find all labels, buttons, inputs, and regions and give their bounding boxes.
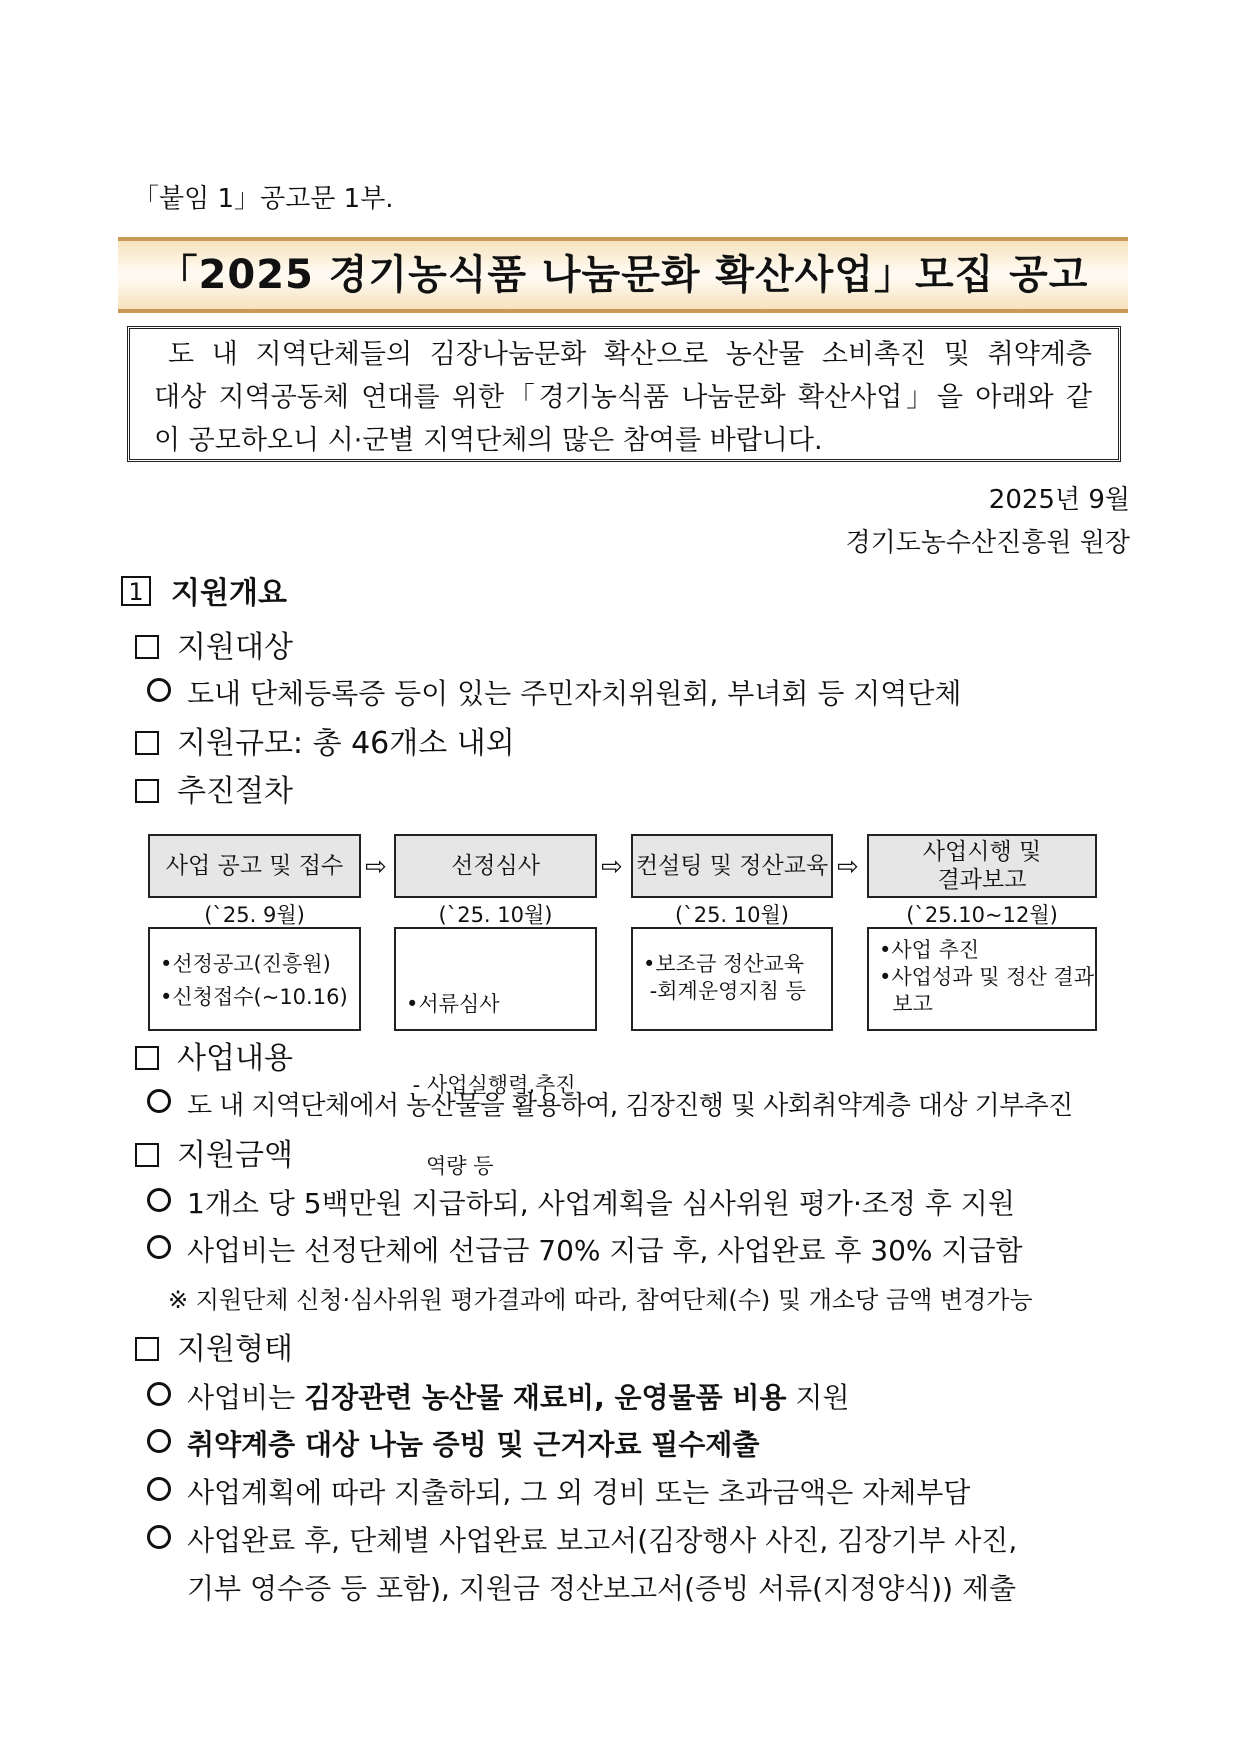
support-scale: 지원규모: 총 46개소 내외 bbox=[135, 718, 515, 762]
support-type-item-2: 취약계층 대상 나눔 증빙 및 근거자료 필수제출 bbox=[147, 1423, 759, 1463]
arrow-right-icon: ⇨ bbox=[365, 852, 387, 882]
intro-line-3: 이 공모하오니 시·군별 지역단체의 많은 참여를 바랍니다. bbox=[154, 425, 823, 456]
business-content-item: 도 내 지역단체에서 농산물을 활용하여, 김장진행 및 사회취약계층 대상 기부추진 bbox=[147, 1085, 1073, 1122]
business-content-heading: 사업내용 bbox=[135, 1033, 293, 1077]
page-title: 「2025 경기농식품 나눔문화 확산사업」모집 공고 bbox=[118, 237, 1128, 313]
attachment-label: 「붙임 1」공고문 1부. bbox=[133, 184, 394, 214]
process-detail-1: •선정공고(진흥원) •신청접수(~10.16) bbox=[148, 927, 361, 1031]
process-period-2: (`25. 10월) bbox=[438, 903, 553, 927]
circle-bullet-icon bbox=[147, 1089, 171, 1113]
square-bullet-icon bbox=[135, 779, 159, 803]
support-amount-heading: 지원금액 bbox=[135, 1130, 293, 1174]
support-amount-item-2: 사업비는 선정단체에 선급금 70% 지급 후, 사업완료 후 30% 지급함 bbox=[147, 1229, 1023, 1269]
process-step-4: 사업시행 및 결과보고 bbox=[867, 834, 1097, 898]
square-bullet-icon bbox=[135, 1337, 159, 1361]
circle-bullet-icon bbox=[147, 1429, 171, 1453]
procedure-heading: 추진절차 bbox=[135, 766, 293, 810]
section-number: 1 bbox=[121, 576, 151, 606]
process-detail-3: •보조금 정산교육 -회계운영지침 등 bbox=[631, 927, 833, 1031]
section-title: 지원개요 bbox=[171, 576, 287, 611]
circle-bullet-icon bbox=[147, 678, 171, 702]
intro-box bbox=[127, 326, 1121, 462]
circle-bullet-icon bbox=[147, 1235, 171, 1259]
support-type-item-3: 사업계획에 따라 지출하되, 그 외 경비 또는 초과금액은 자체부담 bbox=[147, 1471, 970, 1511]
circle-bullet-icon bbox=[147, 1382, 171, 1406]
process-detail-4: •사업 추진 •사업성과 및 정산 결과 보고 bbox=[867, 927, 1097, 1031]
circle-bullet-icon bbox=[147, 1525, 171, 1549]
process-period-1: (`25. 9월) bbox=[204, 903, 305, 927]
arrow-right-icon: ⇨ bbox=[837, 852, 859, 882]
support-target-heading: 지원대상 bbox=[135, 622, 293, 666]
process-period-4: (`25.10~12월) bbox=[906, 903, 1058, 927]
support-type-item-1: 사업비는 김장관련 농산물 재료비, 운영물품 비용 지원 bbox=[147, 1376, 850, 1416]
circle-bullet-icon bbox=[147, 1477, 171, 1501]
support-type-heading: 지원형태 bbox=[135, 1324, 293, 1368]
process-step-2: 선정심사 bbox=[394, 834, 597, 898]
organization: 경기도농수산진흥원 원장 bbox=[845, 528, 1130, 558]
square-bullet-icon bbox=[135, 1046, 159, 1070]
square-bullet-icon bbox=[135, 1143, 159, 1167]
support-target-item: 도내 단체등록증 등이 있는 주민자치위원회, 부녀회 등 지역단체 bbox=[147, 672, 961, 712]
support-amount-note: ※ 지원단체 신청·심사위원 평가결과에 따라, 참여단체(수) 및 개소당 금액 변경가능 bbox=[168, 1286, 1033, 1314]
issue-date: 2025년 9월 bbox=[988, 485, 1130, 515]
process-step-1: 사업 공고 및 접수 bbox=[148, 834, 361, 898]
square-bullet-icon bbox=[135, 635, 159, 659]
arrow-right-icon: ⇨ bbox=[601, 852, 623, 882]
process-step-3: 컨설팅 및 정산교육 bbox=[631, 834, 833, 898]
support-type-item-4-cont: 기부 영수증 등 포함), 지원금 정산보고서(증빙 서류(지정양식)) 제출 bbox=[187, 1572, 1017, 1605]
circle-bullet-icon bbox=[147, 1188, 171, 1212]
square-bullet-icon bbox=[135, 731, 159, 755]
intro-line-1: 도 내 지역단체들의 김장나눔문화 확산으로 농산물 소비촉진 및 취약계층 bbox=[168, 339, 1092, 370]
support-amount-item-1: 1개소 당 5백만원 지급하되, 사업계획을 심사위원 평가·조정 후 지원 bbox=[147, 1182, 1015, 1222]
intro-line-2: 대상 지역공동체 연대를 위한「경기농식품 나눔문화 확산사업」을 아래와 같 bbox=[154, 382, 1092, 413]
process-period-3: (`25. 10월) bbox=[675, 903, 789, 927]
process-detail-2: •서류심사 - 사업실행력,추진 역량 등 bbox=[394, 927, 597, 1031]
support-type-item-4: 사업완료 후, 단체별 사업완료 보고서(김장행사 사진, 김장기부 사진, bbox=[147, 1519, 1017, 1559]
